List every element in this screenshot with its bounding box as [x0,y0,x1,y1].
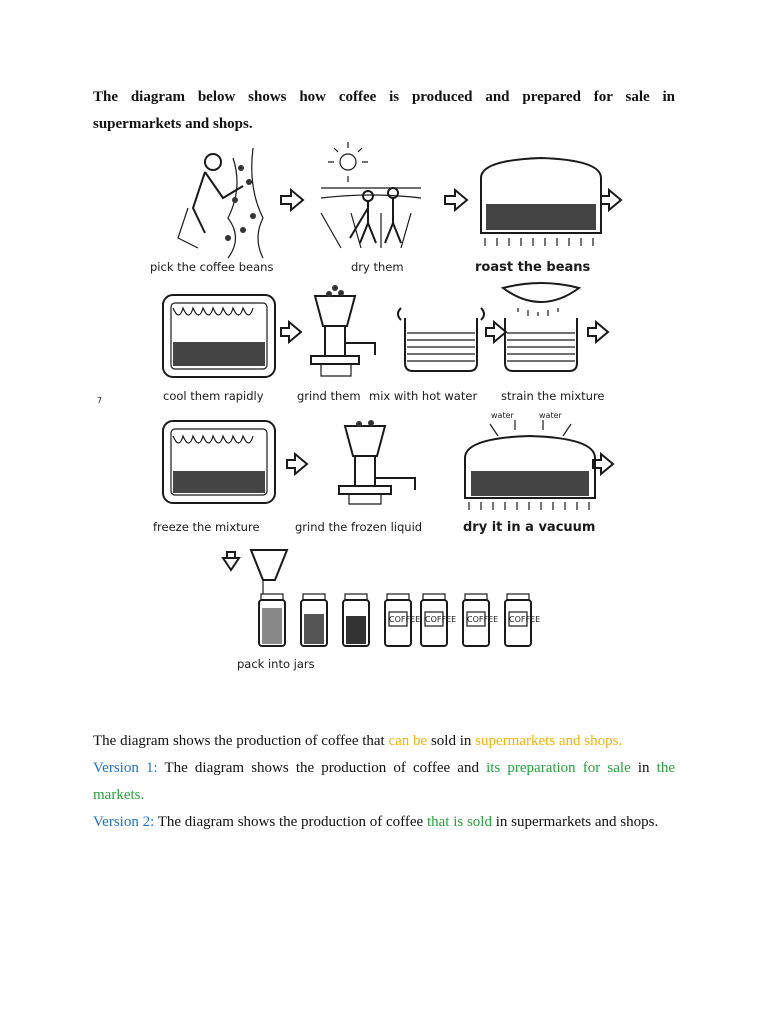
coffee-process-diagram [93,138,633,698]
label-roast: roast the beans [475,260,591,275]
jar [421,594,456,646]
label-cool: cool them rapidly [163,389,264,403]
arrow-icon [281,322,301,342]
arrow-icon [486,322,506,342]
label-dry: dry them [351,260,404,274]
body-text [93,728,675,836]
jar [301,594,327,646]
cooling-tray-illustration [163,295,275,377]
picker-illustration [178,148,263,258]
water-label-1: water [491,411,514,420]
roaster-illustration [481,158,601,246]
label-mix: mix with hot water [369,389,478,403]
version-1-label: Version 1: [93,760,158,776]
paragraph-main [93,728,675,755]
arrow-icon [281,190,303,210]
label-pack: pack into jars [237,657,315,671]
vacuum-dryer-illustration [465,411,595,510]
p2-highlight-markets: the markets. [93,760,675,803]
jar-label: COFFEE [389,615,421,624]
jar [259,594,285,646]
frozen-grinder-illustration [339,420,415,504]
p3-text-c: in supermarkets and shops. [491,814,659,830]
jar [505,594,540,646]
mixing-pot-illustration [398,308,484,371]
jar [463,594,498,646]
p1-highlight-can-be: can be [388,733,428,749]
jar-label: COFFEE [467,615,499,624]
water-label-2: water [539,411,562,420]
label-grind: grind them [297,389,361,403]
arrow-icon [287,454,307,474]
funnel-illustration [251,550,287,594]
label-freeze: freeze the mixture [153,520,260,534]
paragraph-version-1 [93,755,675,809]
p2-text-c: in [630,760,657,776]
jar [343,594,369,646]
margin-mark: 7 [97,396,103,405]
intro-line-2: supermarkets and shops. [93,116,253,132]
p1-text-a: The diagram shows the production of coffee that [93,733,389,749]
p1-highlight-supermarkets: supermarkets and shops. [475,733,623,749]
intro-line-1: The diagram below shows how coffee is produced and prepared for sale in [93,89,675,105]
freezing-tray-illustration [163,421,275,503]
label-pick: pick the coffee beans [150,260,274,274]
grinder-illustration [311,285,375,376]
jar [385,594,420,646]
intro-heading [93,84,675,138]
p2-text-a: The diagram shows the production of coffee and [157,760,487,776]
down-arrow-icon [223,552,239,570]
p3-highlight-that-is-sold: that is sold [426,814,492,830]
arrow-icon [588,322,608,342]
drying-illustration [321,142,421,248]
label-grind-frozen: grind the frozen liquid [295,520,423,534]
label-strain: strain the mixture [501,389,605,403]
jars-illustration [259,594,540,646]
arrow-icon [601,190,621,210]
strainer-illustration [503,283,579,371]
label-vacuum: dry it in a vacuum [463,520,596,535]
jar-label: COFFEE [509,615,541,624]
jar-label: COFFEE [425,615,457,624]
version-2-label: Version 2: [93,814,155,830]
p3-text-a: The diagram shows the production of coffee [154,814,427,830]
paragraph-version-2 [93,809,675,836]
p1-text-c: sold in [427,733,476,749]
p2-highlight-preparation: its preparation for sale [486,760,631,776]
arrow-icon [445,190,467,210]
